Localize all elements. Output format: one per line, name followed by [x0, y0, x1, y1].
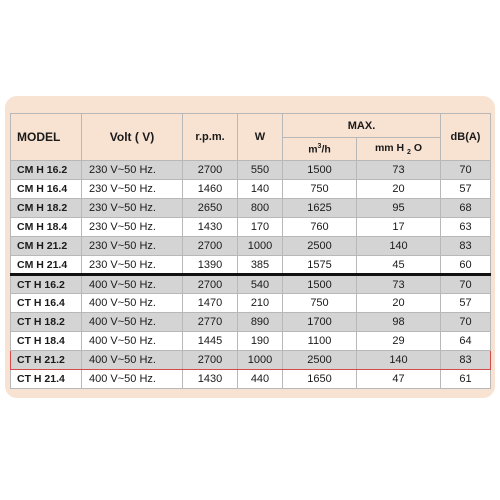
cell-watts: 140 — [238, 180, 283, 199]
cell-db: 57 — [441, 180, 491, 199]
spec-table — [10, 113, 491, 389]
cell-watts: 540 — [238, 275, 283, 294]
cell-watts: 190 — [238, 332, 283, 351]
table-row — [11, 237, 491, 256]
cell-rpm: 1430 — [183, 218, 238, 237]
cell-pressure: 47 — [357, 370, 441, 389]
cell-volt: 230 V~50 Hz. — [82, 237, 183, 256]
cell-watts: 890 — [238, 313, 283, 332]
cell-watts: 170 — [238, 218, 283, 237]
header-watts: W — [238, 114, 283, 161]
cell-rpm: 2700 — [183, 275, 238, 294]
table-row-highlighted — [11, 351, 491, 370]
cell-volt: 400 V~50 Hz. — [82, 332, 183, 351]
cell-pressure: 20 — [357, 294, 441, 313]
cell-rpm: 1460 — [183, 180, 238, 199]
cell-db: 83 — [441, 351, 491, 370]
cell-watts: 800 — [238, 199, 283, 218]
cell-db: 70 — [441, 313, 491, 332]
cell-volt: 400 V~50 Hz. — [82, 294, 183, 313]
cell-pressure: 17 — [357, 218, 441, 237]
cell-rpm: 1430 — [183, 370, 238, 389]
cell-db: 70 — [441, 275, 491, 294]
cell-db: 57 — [441, 294, 491, 313]
table-row — [11, 332, 491, 351]
cell-volt: 400 V~50 Hz. — [82, 313, 183, 332]
cell-volt: 230 V~50 Hz. — [82, 199, 183, 218]
table-row — [11, 294, 491, 313]
cell-watts: 210 — [238, 294, 283, 313]
cell-volt: 230 V~50 Hz. — [82, 218, 183, 237]
cell-rpm: 1445 — [183, 332, 238, 351]
cell-model: CT H 21.2 — [11, 351, 82, 370]
cell-db: 83 — [441, 237, 491, 256]
cell-airflow: 750 — [283, 294, 357, 313]
cell-rpm: 2700 — [183, 237, 238, 256]
header-volt: Volt ( V) — [82, 114, 183, 161]
table-row — [11, 313, 491, 332]
cell-airflow: 760 — [283, 218, 357, 237]
table-row — [11, 161, 491, 180]
cell-pressure: 140 — [357, 351, 441, 370]
header-pressure: mm H $_2$ O — [357, 138, 441, 161]
cell-pressure: 20 — [357, 180, 441, 199]
cell-model: CT H 21.4 — [11, 370, 82, 389]
cell-volt: 400 V~50 Hz. — [82, 275, 183, 294]
cell-volt: 400 V~50 Hz. — [82, 370, 183, 389]
cell-pressure: 95 — [357, 199, 441, 218]
cell-rpm: 1470 — [183, 294, 238, 313]
cell-airflow: 1625 — [283, 199, 357, 218]
header-max: MAX. — [283, 114, 441, 138]
cell-watts: 385 — [238, 256, 283, 275]
cell-model: CM H 18.2 — [11, 199, 82, 218]
cell-airflow: 2500 — [283, 351, 357, 370]
table-row — [11, 180, 491, 199]
cell-db: 63 — [441, 218, 491, 237]
cell-watts: 550 — [238, 161, 283, 180]
cell-model: CT H 18.4 — [11, 332, 82, 351]
cell-volt: 230 V~50 Hz. — [82, 161, 183, 180]
cell-rpm: 2700 — [183, 351, 238, 370]
header-model: MODEL — [11, 114, 82, 161]
cell-model: CM H 16.2 — [11, 161, 82, 180]
cell-model: CT H 18.2 — [11, 313, 82, 332]
cell-model: CM H 16.4 — [11, 180, 82, 199]
cell-airflow: 1100 — [283, 332, 357, 351]
cell-db: 70 — [441, 161, 491, 180]
cell-pressure: 73 — [357, 161, 441, 180]
cell-airflow: 1700 — [283, 313, 357, 332]
cell-watts: 440 — [238, 370, 283, 389]
table-row — [11, 370, 491, 389]
cell-rpm: 2700 — [183, 161, 238, 180]
cell-rpm: 1390 — [183, 256, 238, 275]
cell-db: 64 — [441, 332, 491, 351]
cell-watts: 1000 — [238, 351, 283, 370]
cell-pressure: 73 — [357, 275, 441, 294]
cell-db: 60 — [441, 256, 491, 275]
cell-airflow: 2500 — [283, 237, 357, 256]
header-row — [11, 114, 491, 138]
cell-model: CM H 21.4 — [11, 256, 82, 275]
cell-db: 68 — [441, 199, 491, 218]
cell-model: CT H 16.2 — [11, 275, 82, 294]
cell-volt: 230 V~50 Hz. — [82, 256, 183, 275]
cell-rpm: 2770 — [183, 313, 238, 332]
cell-model: CM H 18.4 — [11, 218, 82, 237]
cell-model: CT H 16.4 — [11, 294, 82, 313]
cell-airflow: 750 — [283, 180, 357, 199]
cell-pressure: 45 — [357, 256, 441, 275]
table-row — [11, 218, 491, 237]
cell-airflow: 1575 — [283, 256, 357, 275]
cell-model: CM H 21.2 — [11, 237, 82, 256]
cell-pressure: 140 — [357, 237, 441, 256]
table-row — [11, 256, 491, 275]
table-row — [11, 275, 491, 294]
cell-watts: 1000 — [238, 237, 283, 256]
cell-db: 61 — [441, 370, 491, 389]
cell-pressure: 98 — [357, 313, 441, 332]
cell-volt: 230 V~50 Hz. — [82, 180, 183, 199]
cell-airflow: 1500 — [283, 275, 357, 294]
cell-airflow: 1500 — [283, 161, 357, 180]
header-rpm: r.p.m. — [183, 114, 238, 161]
cell-airflow: 1650 — [283, 370, 357, 389]
header-airflow: $m^3/h$ — [283, 138, 357, 161]
table-row — [11, 199, 491, 218]
header-db: dB(A) — [441, 114, 491, 161]
cell-pressure: 29 — [357, 332, 441, 351]
cell-rpm: 2650 — [183, 199, 238, 218]
cell-volt: 400 V~50 Hz. — [82, 351, 183, 370]
